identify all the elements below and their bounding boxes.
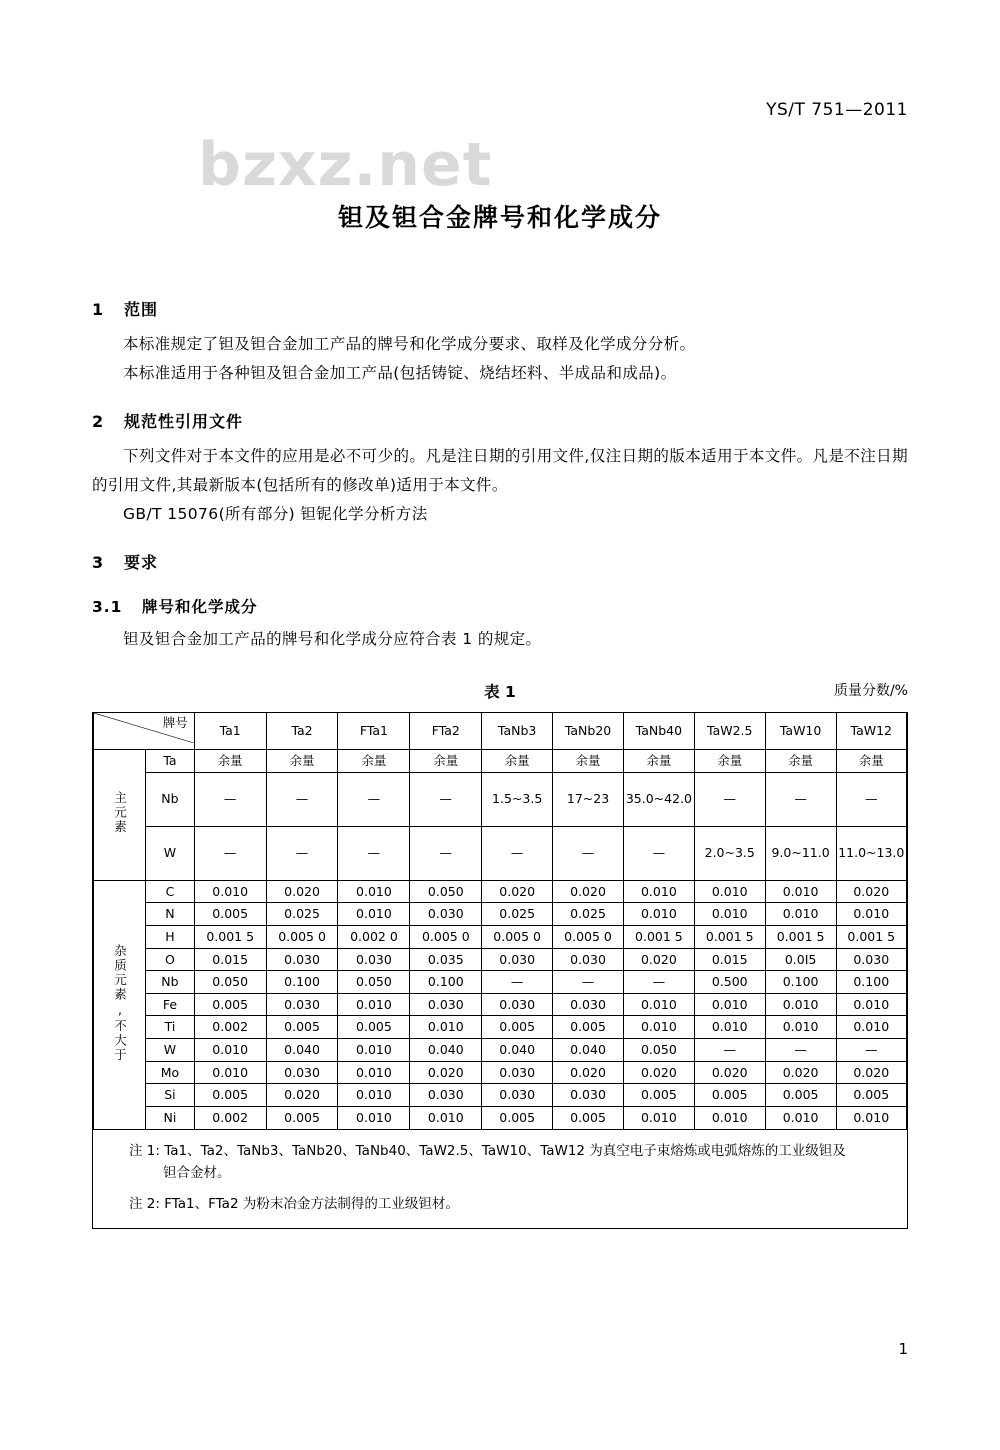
section-heading-2: [92, 409, 908, 432]
table-cell: 17~23: [553, 772, 624, 826]
table-cell: 0.030: [482, 1084, 553, 1107]
table-cell: 0.050: [410, 880, 482, 903]
table-corner-label: 牌号: [162, 715, 188, 731]
table-cell: 0.010: [338, 903, 410, 926]
row-header: Nb: [146, 772, 195, 826]
reference-standard: GB/T 15076(所有部分) 钽铌化学分析方法: [123, 504, 428, 523]
table-cell: 0.030: [553, 948, 624, 971]
paragraph: 本标准适用于各种钽及钽合金加工产品(包括铸锭、烧结坯料、半成品和成品)。: [123, 363, 677, 382]
table-cell: 0.010: [765, 1016, 836, 1039]
table-cell: 0.030: [553, 1084, 624, 1107]
table-cell: 0.050: [338, 971, 410, 994]
table-row: [93, 1106, 907, 1129]
table-cell: 0.005: [338, 1016, 410, 1039]
table-cell: 0.010: [338, 1084, 410, 1107]
standard-number: YS/T 751—2011: [766, 100, 908, 120]
table-cell: 0.040: [482, 1039, 553, 1062]
table-row: [93, 880, 907, 903]
table-cell: 0.010: [623, 880, 694, 903]
table-cell: 1.5~3.5: [482, 772, 553, 826]
table-cell: 0.030: [266, 1061, 338, 1084]
table-cell: —: [338, 772, 410, 826]
table-cell: 0.050: [623, 1039, 694, 1062]
table-caption: [92, 680, 908, 702]
paragraph: 本标准规定了钽及钽合金加工产品的牌号和化学成分要求、取样及化学成分分析。: [123, 335, 696, 353]
table-cell: 0.030: [266, 948, 338, 971]
table-cell: —: [194, 826, 266, 880]
table-cell: 11.0~13.0: [836, 826, 907, 880]
table-cell: 0.001 5: [694, 925, 765, 948]
paragraph: 下列文件对于本文件的应用是必不可少的。凡是注日期的引用文件,仅注日期的版本适用于本文件。凡是不注日期的引用文件,其最新版本(包括所有的修改单)适用于本文件。: [92, 447, 908, 495]
table-cell: 0.005: [266, 1016, 338, 1039]
section-2-body: [92, 442, 908, 528]
table-cell: 35.0~42.0: [623, 772, 694, 826]
table-cell: 0.005: [482, 1106, 553, 1129]
table-row: [93, 1084, 907, 1107]
column-header: TaW12: [836, 713, 907, 750]
table-cell: 余量: [765, 750, 836, 773]
row-header: Si: [146, 1084, 195, 1107]
table-cell: —: [266, 826, 338, 880]
table-cell: 0.020: [553, 880, 624, 903]
table-cell: —: [694, 772, 765, 826]
table-cell: 0.010: [694, 1016, 765, 1039]
section-number-2: 2: [92, 412, 105, 432]
table-cell: 0.010: [410, 1016, 482, 1039]
subsection-number: 3.1: [92, 598, 123, 617]
section-number-1: 1: [92, 300, 105, 319]
table-cell: 0.010: [338, 1039, 410, 1062]
table-cell: —: [410, 826, 482, 880]
table-corner-cell: [93, 713, 194, 750]
table-cell: 0.100: [410, 971, 482, 994]
table-cell: 0.040: [410, 1039, 482, 1062]
table-row: [93, 1016, 907, 1039]
table-cell: 0.005: [836, 1084, 907, 1107]
table-cell: —: [338, 826, 410, 880]
table-cell: 0.030: [482, 993, 553, 1016]
table-cell: 0.001 5: [194, 925, 266, 948]
table-cell: 0.030: [553, 993, 624, 1016]
table-cell: 0.005: [194, 903, 266, 926]
table-cell: 0.001 5: [765, 925, 836, 948]
table-cell: 0.010: [836, 1016, 907, 1039]
table-cell: —: [836, 1039, 907, 1062]
table-cell: 0.005: [553, 1106, 624, 1129]
table-cell: 0.010: [623, 1016, 694, 1039]
table-cell: 0.020: [623, 948, 694, 971]
section-heading-1: [92, 297, 908, 320]
table-cell: —: [694, 1039, 765, 1062]
table-cell: 余量: [553, 750, 624, 773]
table-cell: 0.025: [266, 903, 338, 926]
table-cell: 0.005 0: [482, 925, 553, 948]
table-cell: 0.030: [482, 948, 553, 971]
table-cell: —: [553, 826, 624, 880]
table-cell: 0.030: [266, 993, 338, 1016]
table-cell: 余量: [410, 750, 482, 773]
row-header: O: [146, 948, 195, 971]
table-header-row: [93, 713, 907, 750]
table-cell: 0.002: [194, 1016, 266, 1039]
table-cell: 余量: [194, 750, 266, 773]
table-cell: —: [765, 772, 836, 826]
section-heading-3: [92, 550, 908, 573]
table-cell: 0.010: [194, 1061, 266, 1084]
table-cell: 0.020: [836, 880, 907, 903]
table-cell: 0.010: [194, 880, 266, 903]
note-text: Ta1、Ta2、TaNb3、TaNb20、TaNb40、TaW2.5、TaW10、TaW12 为真空电子束熔炼或电弧熔炼的工业级钽及: [164, 1142, 846, 1159]
page-number: 1: [898, 1340, 908, 1358]
table-cell: 0.010: [694, 880, 765, 903]
table-cell: 0.040: [266, 1039, 338, 1062]
table-row: [93, 1061, 907, 1084]
note-label: 注 2:: [129, 1196, 160, 1213]
note-text-continued: 钽合金材。: [163, 1165, 231, 1182]
table-cell: 0.015: [694, 948, 765, 971]
table-cell: 0.010: [623, 993, 694, 1016]
table-row: [93, 971, 907, 994]
table-cell: 0.005: [553, 1016, 624, 1039]
table-cell: —: [765, 1039, 836, 1062]
table-unit-label: 质量分数/%: [833, 683, 908, 700]
table-cell: 0.020: [482, 880, 553, 903]
column-header: TaW2.5: [694, 713, 765, 750]
table-cell: 0.030: [410, 993, 482, 1016]
column-header: TaNb20: [553, 713, 624, 750]
page-title: 钽及钽合金牌号和化学成分: [337, 203, 662, 232]
row-group-label: 主元素: [112, 791, 128, 835]
table-row: [93, 993, 907, 1016]
row-header: Mo: [146, 1061, 195, 1084]
row-header: Fe: [146, 993, 195, 1016]
table-cell: 0.020: [266, 1084, 338, 1107]
row-group-main-elements: [93, 750, 146, 881]
table-note: [93, 1193, 907, 1216]
paragraph: 钽及钽合金加工产品的牌号和化学成分应符合表 1 的规定。: [123, 630, 542, 649]
section-title-1: 范围: [124, 300, 159, 319]
table-cell: 0.100: [836, 971, 907, 994]
table-cell: 0.010: [194, 1039, 266, 1062]
table-cell: 0.010: [836, 903, 907, 926]
table-row: [93, 772, 907, 826]
table-cell: 0.025: [553, 903, 624, 926]
table-cell: 0.010: [694, 903, 765, 926]
table-cell: —: [836, 772, 907, 826]
table-cell: 余量: [694, 750, 765, 773]
table-cell: 0.005 0: [553, 925, 624, 948]
row-header: Ti: [146, 1016, 195, 1039]
row-group-impurity-elements: [93, 880, 146, 1129]
table-row: [93, 1039, 907, 1062]
table-cell: 余量: [482, 750, 553, 773]
section-number-3: 3: [92, 553, 105, 573]
table-cell: 0.035: [410, 948, 482, 971]
table-cell: 0.010: [694, 1106, 765, 1129]
table-cell: 0.030: [410, 1084, 482, 1107]
table-cell: 0.005: [623, 1084, 694, 1107]
row-header: N: [146, 903, 195, 926]
row-header: Nb: [146, 971, 195, 994]
table-cell: 0.030: [338, 948, 410, 971]
table-row: [93, 925, 907, 948]
section-title-3: 要求: [124, 553, 159, 573]
table-cell: 0.010: [765, 1106, 836, 1129]
table-cell: 0.010: [410, 1106, 482, 1129]
section-1-body: [92, 330, 908, 387]
watermark: bzxz.net: [198, 130, 493, 200]
table-cell: 0.010: [765, 880, 836, 903]
table-notes: [92, 1130, 908, 1230]
column-header: FTa2: [410, 713, 482, 750]
table-cell: 0.100: [266, 971, 338, 994]
table-note: [93, 1140, 907, 1186]
table-cell: 0.005: [765, 1084, 836, 1107]
table-cell: 0.030: [482, 1061, 553, 1084]
row-group-label: 杂质元素,不大于: [112, 943, 128, 1063]
column-header: FTa1: [338, 713, 410, 750]
table-cell: 0.010: [765, 993, 836, 1016]
table-cell: 0.002: [194, 1106, 266, 1129]
table-cell: 0.002 0: [338, 925, 410, 948]
table-cell: 0.030: [410, 903, 482, 926]
table-cell: 0.010: [338, 880, 410, 903]
note-text: FTa1、FTa2 为粉末冶金方法制得的工业级钽材。: [164, 1196, 459, 1213]
note-label: 注 1:: [129, 1142, 160, 1159]
column-header: TaW10: [765, 713, 836, 750]
table-caption-label: 表 1: [484, 683, 516, 702]
table-cell: 0.010: [836, 1106, 907, 1129]
table-cell: 0.025: [482, 903, 553, 926]
table-cell: —: [266, 772, 338, 826]
table-cell: 0.005: [694, 1084, 765, 1107]
table-row: [93, 750, 907, 773]
table-cell: —: [553, 971, 624, 994]
table-cell: 0.001 5: [836, 925, 907, 948]
table-cell: —: [623, 826, 694, 880]
table-cell: 2.0~3.5: [694, 826, 765, 880]
table-cell: 0.010: [338, 1061, 410, 1084]
table-cell: 0.020: [553, 1061, 624, 1084]
table-cell: —: [410, 772, 482, 826]
row-header: W: [146, 826, 195, 880]
table-cell: 0.010: [338, 1106, 410, 1129]
table-row: [93, 903, 907, 926]
column-header: TaNb3: [482, 713, 553, 750]
row-header: Ni: [146, 1106, 195, 1129]
column-header: Ta2: [266, 713, 338, 750]
column-header: TaNb40: [623, 713, 694, 750]
table-row: [93, 948, 907, 971]
table-cell: 余量: [623, 750, 694, 773]
table-cell: 9.0~11.0: [765, 826, 836, 880]
table-cell: 0.500: [694, 971, 765, 994]
row-header: Ta: [146, 750, 195, 773]
table-cell: 0.005 0: [266, 925, 338, 948]
table-cell: 余量: [266, 750, 338, 773]
row-header: W: [146, 1039, 195, 1062]
table-cell: 0.040: [553, 1039, 624, 1062]
table-cell: 0.020: [266, 880, 338, 903]
column-header: Ta1: [194, 713, 266, 750]
table-cell: 0.005: [482, 1016, 553, 1039]
document-content: [92, 275, 908, 1229]
table-cell: —: [482, 826, 553, 880]
table-cell: 0.005 0: [410, 925, 482, 948]
table-cell: 0.020: [694, 1061, 765, 1084]
row-header: H: [146, 925, 195, 948]
table-cell: 0.010: [338, 993, 410, 1016]
table-cell: 0.005: [194, 993, 266, 1016]
table-cell: 0.030: [836, 948, 907, 971]
table-cell: 0.100: [765, 971, 836, 994]
table-cell: 0.010: [623, 1106, 694, 1129]
section-title-2: 规范性引用文件: [124, 412, 244, 432]
table-cell: —: [623, 971, 694, 994]
table-cell: 0.015: [194, 948, 266, 971]
subsection-title: 牌号和化学成分: [142, 598, 258, 617]
table-cell: 0.0I5: [765, 948, 836, 971]
table-cell: —: [194, 772, 266, 826]
composition-table: [92, 712, 908, 1130]
table-cell: —: [482, 971, 553, 994]
table-cell: 0.020: [765, 1061, 836, 1084]
table-cell: 0.005: [194, 1084, 266, 1107]
table-cell: 0.020: [836, 1061, 907, 1084]
table-cell: 余量: [338, 750, 410, 773]
subsection-heading-3-1: [92, 595, 908, 617]
table-cell: 0.020: [410, 1061, 482, 1084]
table-cell: 0.010: [694, 993, 765, 1016]
table-cell: 0.010: [623, 903, 694, 926]
table-cell: 0.005: [266, 1106, 338, 1129]
table-cell: 0.010: [836, 993, 907, 1016]
table-cell: 0.050: [194, 971, 266, 994]
table-cell: 0.010: [765, 903, 836, 926]
table-row: [93, 826, 907, 880]
table-cell: 余量: [836, 750, 907, 773]
row-header: C: [146, 880, 195, 903]
table-cell: 0.020: [623, 1061, 694, 1084]
table-cell: 0.001 5: [623, 925, 694, 948]
